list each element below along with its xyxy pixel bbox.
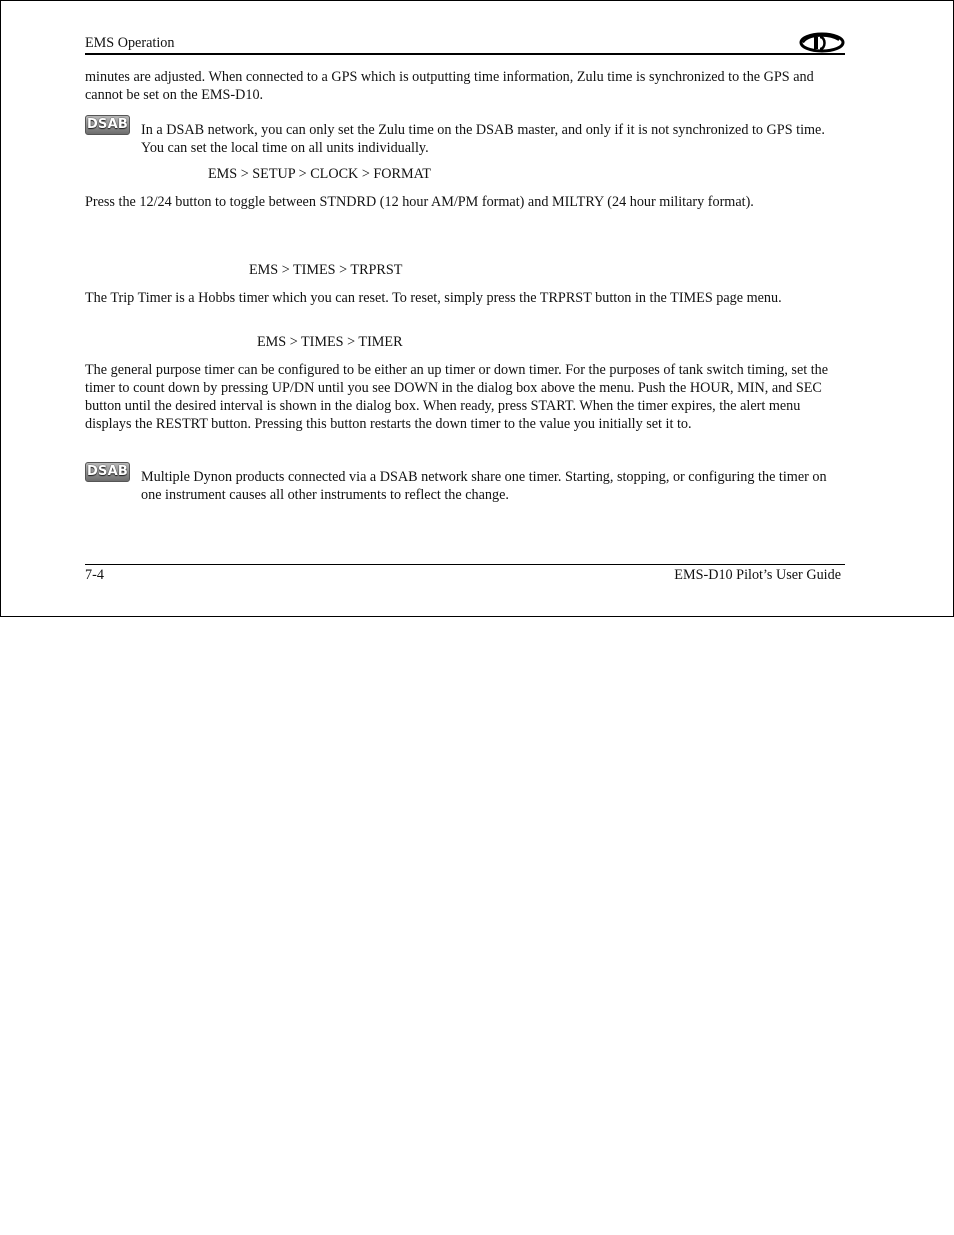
page-number: 7-4 (85, 567, 104, 583)
paragraph-trip-timer: The Trip Timer is a Hobbs timer which you can reset. To reset, simply press the TRPRST button in the TIMES page menu. (85, 290, 782, 306)
dsab-badge-icon: DSAB (85, 115, 130, 135)
header-rule (85, 53, 845, 55)
paragraph-general-timer: The general purpose timer can be configured to be either an up timer or down timer. For the purposes of tank switch timing, set the timer to count down by pressing UP/DN until you see DOWN in the dialog box above the menu. Push the HOUR, MIN, and SEC button until the desired interval is shown in the dialog box. When ready, press START. When the timer expires, the alert menu displays the RESTRT button. Pressing this button restarts the down timer to the value you initially set it to. (85, 362, 829, 432)
paragraph-zulu-gps: minutes are adjusted. When connected to a GPS which is outputting time information, Zulu time is synchronized to the GPS and cannot be set on the EMS-D10. (85, 69, 814, 103)
header-title: EMS Operation (85, 35, 175, 51)
note-dsab-timer: Multiple Dynon products connected via a DSAB network share one timer. Starting, stopping, or configuring the timer on one instrument causes all other instruments to reflect the change. (141, 469, 827, 503)
footer-rule (85, 564, 845, 565)
footer-guide-title: EMS-D10 Pilot’s User Guide (674, 567, 841, 583)
menu-path-trprst: EMS > TIMES > TRPRST (249, 262, 403, 278)
paragraph-12-24-toggle: Press the 12/24 button to toggle between STNDRD (12 hour AM/PM format) and MILTRY (24 hour military format). (85, 194, 754, 210)
dynon-logo-icon (799, 32, 845, 53)
menu-path-timer: EMS > TIMES > TIMER (257, 334, 403, 350)
document-page (0, 0, 954, 617)
menu-path-format: EMS > SETUP > CLOCK > FORMAT (208, 166, 431, 182)
dsab-badge-icon: DSAB (85, 462, 130, 482)
note-dsab-zulu: In a DSAB network, you can only set the Zulu time on the DSAB master, and only if it is not synchronized to GPS time. You can set the local time on all units individually. (141, 122, 825, 156)
